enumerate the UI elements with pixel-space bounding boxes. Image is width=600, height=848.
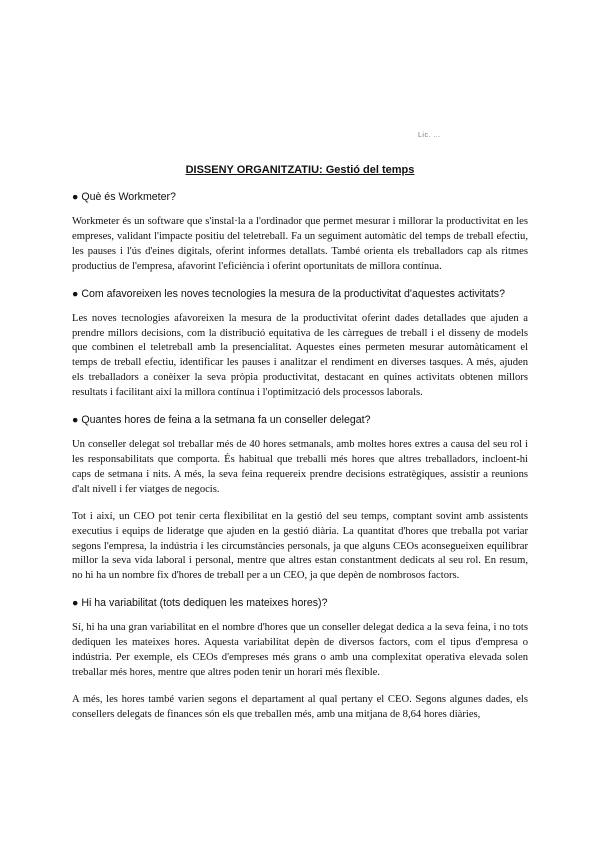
section-paragraph: Un conseller delegat sol treballar més de 40 hores setmanals, amb moltes hores extres a causa del seu rol i les responsabilitats que comporta. És habitual que treballi més hores que altres treballadors, incloent-hi caps de setmana i nits. A més, la seva feina requereix prendre decisions estratègiques, assistir a reunions d'alt nivell i fer viatges de negocis. [72,439,528,495]
header-mark: Lic. ... [418,132,441,139]
document-body [72,163,528,735]
document-title: DISSENY ORGANITZATIU: Gestió del temps [185,164,415,176]
section-paragraph: A més, les hores també varien segons el departament al qual pertany el CEO. Segons algunes dades, els consellers delegats de finances són els que treballen més, amb una mitjana de 8,64 hores diàries, [72,693,528,720]
section-question: ● Què és Workmeter? [72,191,176,203]
section-paragraph: Sí, hi ha una gran variabilitat en el nombre d'hores que un conseller delegat dedica a la seva feina, i no tots dediquen les mateixes hores. Aquesta variabilitat depèn de diversos factors, com el tipus d'empresa o indústria. Per exemple, els CEOs d'empreses més grans o amb una complexitat operativa elevada solen treballar més hores, mentre que altres poden tenir un horari més flexible. [72,622,528,678]
section-question: ● Quantes hores de feina a la setmana fa un conseller delegat? [72,414,371,427]
section-question: ● Hi ha variabilitat (tots dediquen les mateixes hores)? [72,597,328,610]
section-paragraph: Tot i així, un CEO pot tenir certa flexibilitat en la gestió del seu temps, comptant sovint amb assistents executius i equips de lideratge que ajuden en la gestió diària. La quantitat d'hores que treballa pot variar segons l'empresa, la indústria i les circumstàncies personals, ja que alguns CEOs aconsegueixen equilibrar millor la seva vida laboral i personal, mentre que altres estan constantment dedicats al seu rol. En resum, no hi ha un nombre fix d'hores de treball per a un CEO, ja que depèn de nombrosos factors. [72,510,528,582]
section-question: ● Com afavoreixen les noves tecnologies la mesura de la productivitat d'aquestes activitats? [72,287,505,300]
section-paragraph: Les noves tecnologies afavoreixen la mesura de la productivitat oferint dades detallades que ajuden a prendre millors decisions, com la distribució equitativa de les càrregues de treball i el disseny de models que combinen el teletreball amb la presencialitat. Aquestes eines permeten mesurar automàticament el temps de treball efectiu, identificar les pauses i analitzar el rendiment en diverses tasques. A més, ajuden els treballadors a conèixer la seva pròpia productivitat, destacant en quines activitats obtenen millors resultats i facilitant així la millora contínua i l'optimització dels processos laborals. [72,312,528,399]
section-paragraph: Workmeter és un software que s'instal·la a l'ordinador que permet mesurar i millorar la productivitat en les empreses, validant l'impacte positiu del teletreball. Fa un seguiment automàtic del temps de treball efectiu, les pauses i l'ús d'eines digitals, oferint informes detallats. També orienta els treballadors cap als ritmes productius de l'empresa, afavorint l'eficiència i oferint oportunitats de millora contínua. [72,216,528,272]
